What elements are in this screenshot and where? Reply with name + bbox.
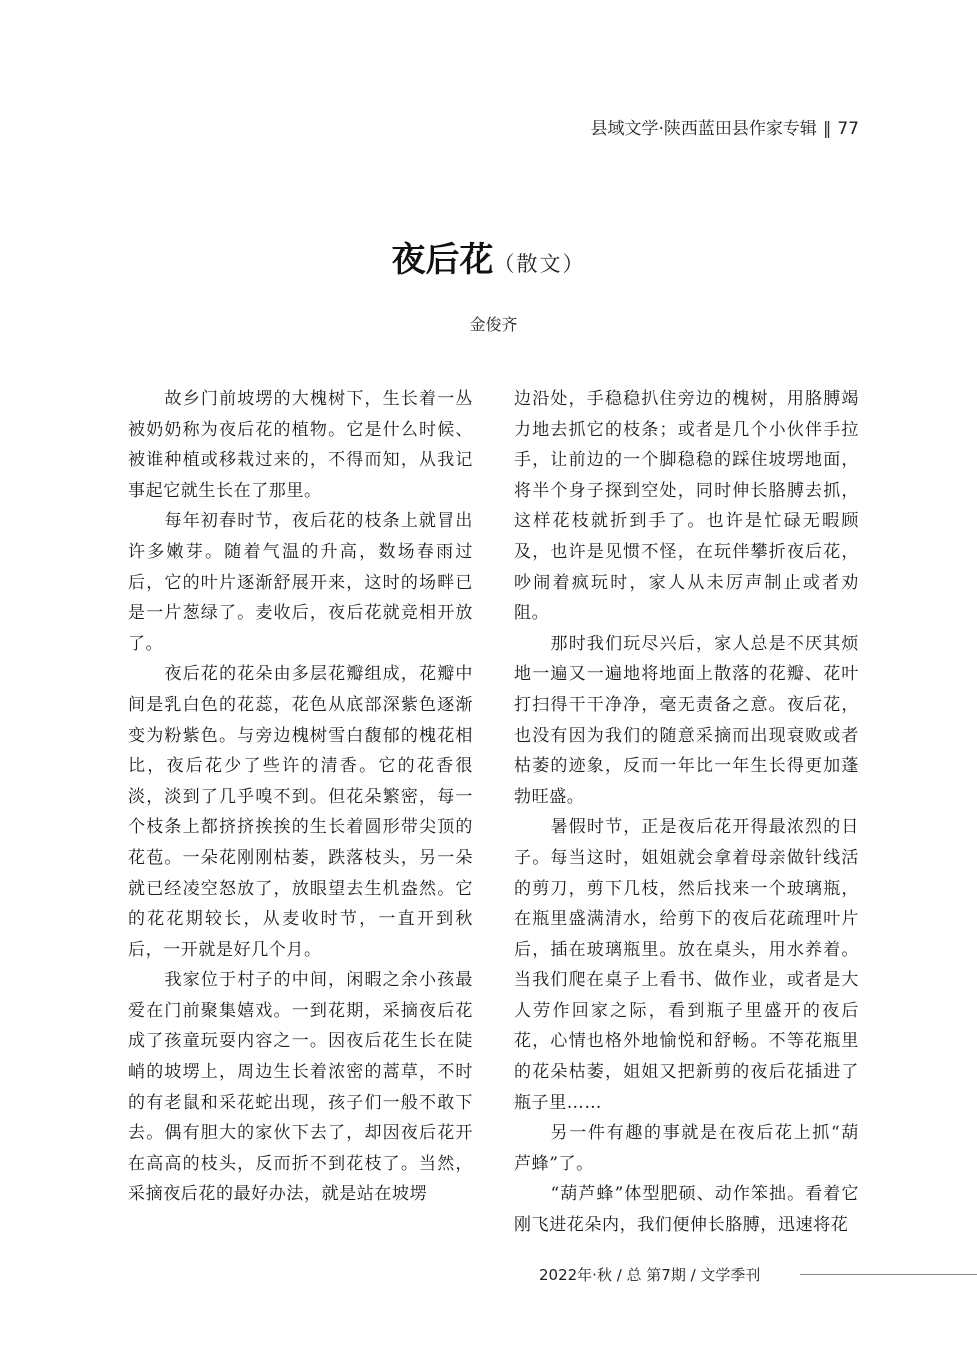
paragraph: 那时我们玩尽兴后，家人总是不厌其烦地一遍又一遍地将地面上散落的花瓣、花叶打扫得干干净净，毫无责备之意。夜后花，也没有因为我们的随意采摘而出现衰败或者枯萎的迹象，反而一年比一年生长得更加蓬勃旺盛。 [514, 633, 859, 807]
left-column [128, 384, 473, 1210]
paragraph: 故乡门前坡塄的大槐树下，生长着一丛被奶奶称为夜后花的植物。它是什么时候、被谁种植或移栽过来的，不得而知，从我记事起它就生长在了那里。 [128, 389, 473, 501]
footer-rule [800, 1274, 977, 1275]
issue-footer: 2022年·秋 / 总 第7期 / 文学季刊 [539, 1266, 761, 1284]
section-title: 县域文学·陕西蓝田县作家专辑 [590, 119, 817, 139]
article-title-block [0, 232, 977, 281]
page-number: 77 [837, 119, 859, 139]
paragraph: 另一件有趣的事就是在夜后花上抓“葫芦蜂”了。 [514, 1123, 859, 1174]
paragraph-continuation: 边沿处，手稳稳扒住旁边的槐树，用胳膊竭力地去抓它的枝条；或者是几个小伙伴手拉手，让前边的一个脚稳稳的踩住坡塄地面，将半个身子探到空处，同时伸长胳膊去抓，这样花枝就折到手了。也许是忙碌无暇顾及，也许是见惯不怪，在玩伴攀折夜后花，吵闹着疯玩时，家人从未厉声制止或者劝阻。 [514, 389, 859, 624]
article-title: 夜后花 [391, 240, 494, 280]
article-author: 金俊齐 [469, 315, 518, 334]
header-separator: ‖ [822, 119, 832, 139]
running-header [590, 114, 859, 139]
paragraph: “葫芦蜂”体型肥硕、动作笨拙。看着它刚飞进花朵内，我们便伸长胳膊，迅速将花 [514, 1184, 859, 1236]
paragraph: 夜后花的花朵由多层花瓣组成，花瓣中间是乳白色的花蕊，花色从底部深紫色逐渐变为粉紫色。与旁边槐树雪白馥郁的槐花相比，夜后花少了些许的清香。它的花香很淡，淡到了几乎嗅不到。但花朵繁密，每一个枝条上都挤挤挨挨的生长着圆形带尖顶的花苞。一朵花刚刚枯萎，跌落枝头，另一朵就已经凌空怒放了，放眼望去生机盎然。它的花花期较长，从麦收时节，一直开到秋后，一开就是好几个月。 [128, 664, 473, 960]
paragraph: 我家位于村子的中间，闲暇之余小孩最爱在门前聚集嬉戏。一到花期，采摘夜后花成了孩童玩耍内容之一。因夜后花生长在陡峭的坡塄上，周边生长着浓密的蒿草，不时的有老鼠和采花蛇出现，孩子们一般不敢下去。偶有胆大的家伙下去了，却因夜后花开在高高的枝头，反而折不到花枝了。当然，采摘夜后花的最好办法，就是站在坡塄 [128, 970, 473, 1205]
paragraph: 暑假时节，正是夜后花开得最浓烈的日子。每当这时，姐姐就会拿着母亲做针线活的剪刀，剪下几枝，然后找来一个玻璃瓶，在瓶里盛满清水，给剪下的夜后花疏理叶片后，插在玻璃瓶里。放在桌头，用水养着。当我们爬在桌子上看书、做作业，或者是大人劳作回家之际，看到瓶子里盛开的夜后花，心情也格外地愉悦和舒畅。不等花瓶里的花朵枯萎，姐姐又把新剪的夜后花插进了瓶子里…… [514, 817, 859, 1113]
article-genre: （散文） [493, 252, 586, 276]
right-column [514, 384, 859, 1241]
paragraph: 每年初春时节，夜后花的枝条上就冒出许多嫩芽。随着气温的升高，数场春雨过后，它的叶片逐渐舒展开来，这时的场畔已是一片葱绿了。麦收后，夜后花就竞相开放了。 [128, 511, 473, 654]
